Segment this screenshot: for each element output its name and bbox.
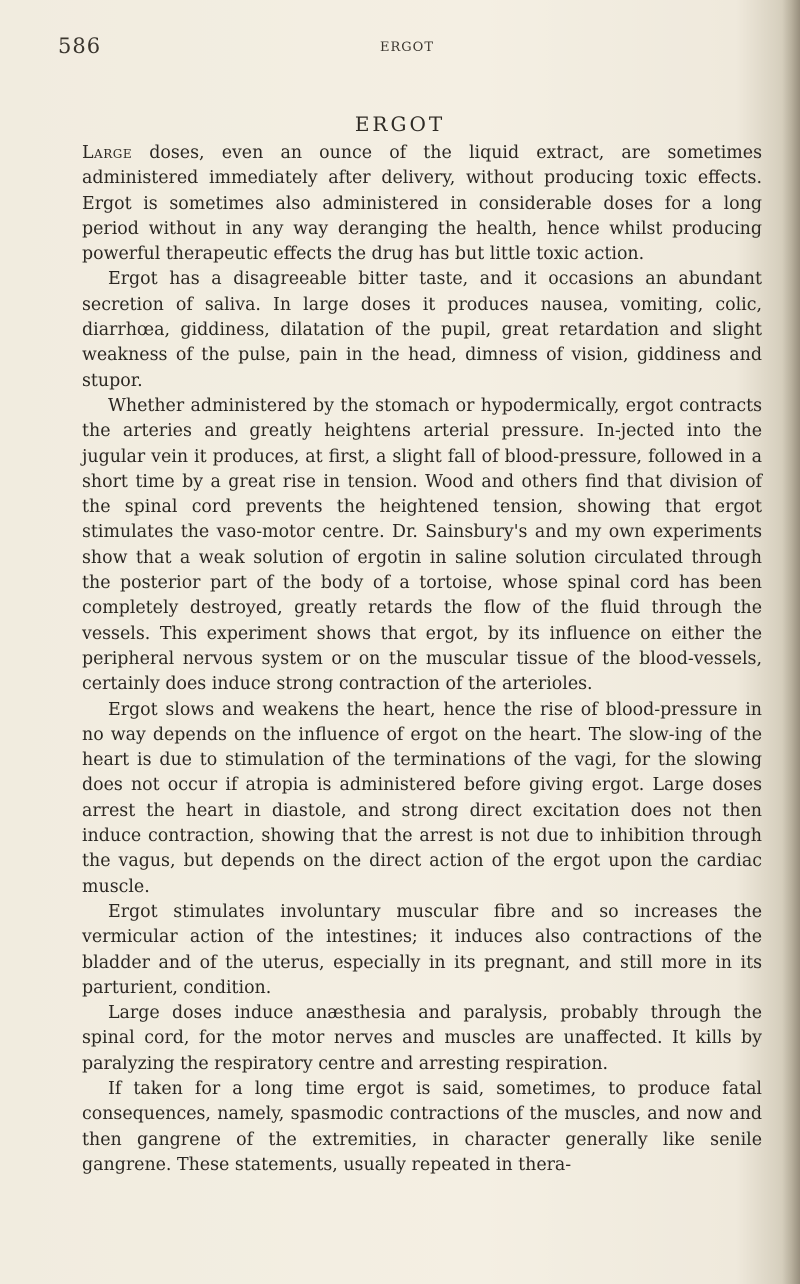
paragraph-6: Large doses induce anæsthesia and paralysis, probably through the spinal cord, for the motor nerves and muscles are unaffected. It kills by paralyzing the respiratory centre and arresting respiration.	[82, 1003, 762, 1074]
body-text	[82, 141, 762, 1178]
lead-word: Large	[82, 143, 133, 163]
running-head: ERGOT	[380, 40, 434, 55]
paragraph-4: Ergot slows and weakens the heart, hence the rise of blood-pressure in no way depends on the influence of ergot on the heart. The slow-ing of the heart is due to stimulation of the terminations of the vagi, for the slowing does not occur if atropia is administered before giving ergot. Large doses arrest the heart in diastole, and strong direct excitation does not then induce contraction, showing that the arrest is not due to inhibition through the vagus, but depends on the direct action of the ergot upon the cardiac muscle.	[82, 699, 762, 897]
page-number: 586	[58, 34, 102, 58]
paragraph-5: Ergot stimulates involuntary muscular fibre and so increases the vermicular action of the intestines; it induces also contractions of the bladder and of the uterus, especially in its pregnant, and still more in its parturient, condition.	[82, 901, 762, 998]
paragraph-1-text: doses, even an ounce of the liquid extract, are sometimes administered immediately after delivery, without producing toxic effects. Ergot is sometimes also administered in considerable doses for a long period without in any way deranging the health, hence whilst producing powerful therapeutic effects the drug has but little toxic action.	[82, 143, 762, 265]
paragraph-3: Whether administered by the stomach or hypodermically, ergot contracts the arteries and greatly heightens arterial pressure. In-jected into the jugular vein it produces, at first, a slight fall of blood-pressure, followed in a short time by a great rise in tension. Wood and others find that division of the spinal cord prevents the heightened tension, showing that ergot stimulates the vaso-motor centre. Dr. Sainsbury's and my own experiments show that a weak solution of ergotin in saline solution circulated through the posterior part of the body of a tortoise, whose spinal cord has been completely destroyed, greatly retards the flow of the fluid through the vessels. This experiment shows that ergot, by its influence on either the peripheral nervous system or on the muscular tissue of the blood-vessels, certainly does induce strong contraction of the arterioles.	[82, 395, 762, 695]
paragraph-7: If taken for a long time ergot is said, sometimes, to produce fatal consequences, namely, spasmodic contractions of the muscles, and now and then gangrene of the extremities, in character generally like senile gangrene. These statements, usually repeated in thera-	[82, 1078, 762, 1175]
page-edge-shadow	[782, 0, 800, 1284]
section-title: ERGOT	[354, 112, 446, 136]
paragraph-1	[82, 141, 762, 267]
paragraph-2: Ergot has a disagreeable bitter taste, and it occasions an abundant secretion of saliva. In large doses it produces nausea, vomiting, colic, diarrhœa, giddiness, dilatation of the pupil, great retardation and slight weakness of the pulse, pain in the head, dimness of vision, giddiness and stupor.	[82, 269, 762, 391]
